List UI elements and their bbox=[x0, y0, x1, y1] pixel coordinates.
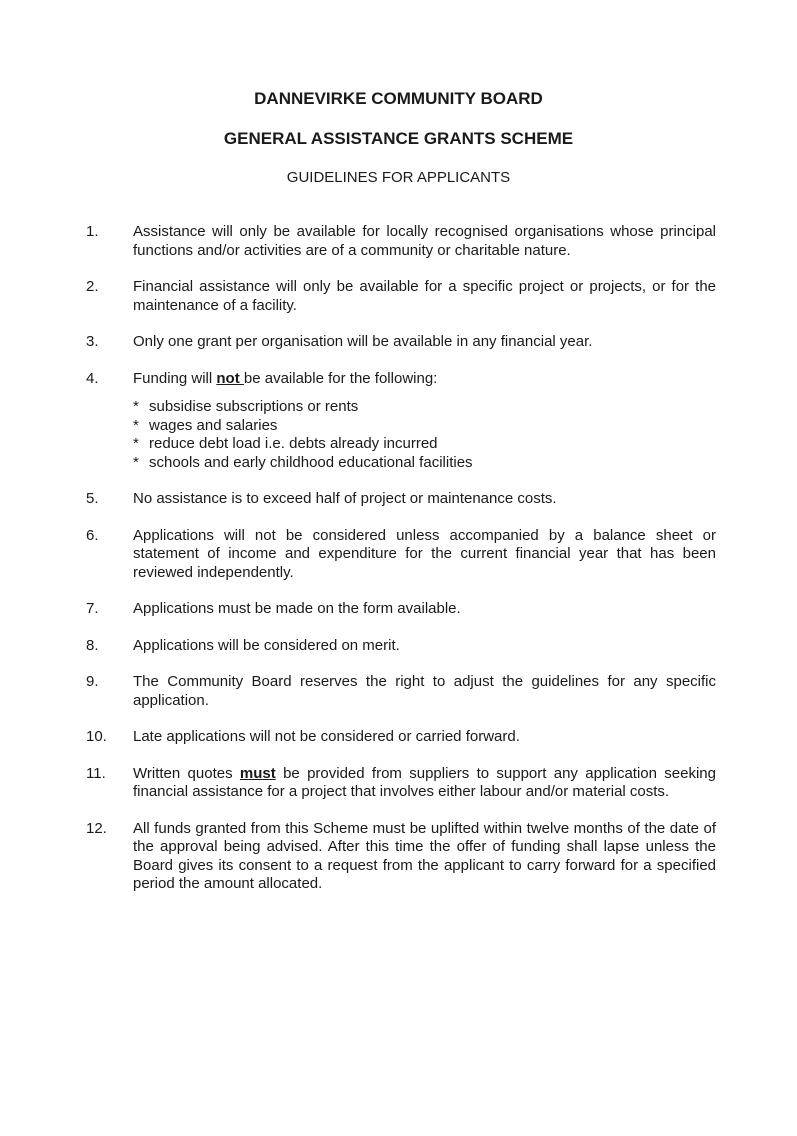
exclusion-text: wages and salaries bbox=[149, 416, 278, 434]
exclusion-item bbox=[133, 454, 716, 473]
exclusion-text: subsidise subscriptions or rents bbox=[149, 398, 359, 415]
guideline-text-pre: Written quotes bbox=[133, 764, 240, 782]
guideline-text: The Community Board reserves the right to adjust the guidelines for any specific application. bbox=[133, 673, 716, 709]
guidelines-list bbox=[86, 223, 716, 912]
guideline-item-11 bbox=[86, 765, 716, 802]
guideline-item-5 bbox=[86, 490, 716, 509]
exclusions-list bbox=[133, 398, 716, 472]
guideline-item-6 bbox=[86, 527, 716, 583]
guideline-number: 9. bbox=[86, 673, 99, 690]
guideline-text: Applications will not be considered unless accompanied by a balance sheet or statement of income and expenditure for the current financial year that has been reviewed independently. bbox=[133, 526, 716, 581]
guideline-number: 7. bbox=[86, 600, 99, 617]
guideline-item-10 bbox=[86, 728, 716, 747]
guideline-number: 10. bbox=[86, 728, 107, 745]
guideline-item-8 bbox=[86, 637, 716, 656]
document-title: DANNEVIRKE COMMUNITY BOARD bbox=[254, 89, 543, 108]
exclusion-text: reduce debt load i.e. debts already incurred bbox=[149, 435, 438, 452]
guideline-text: Only one grant per organisation will be available in any financial year. bbox=[133, 333, 593, 350]
guideline-item-4 bbox=[86, 370, 716, 473]
exclusion-item bbox=[133, 398, 716, 417]
asterisk-bullet: * bbox=[133, 416, 139, 434]
guideline-item-12 bbox=[86, 820, 716, 894]
guideline-text: Applications will be considered on merit. bbox=[133, 636, 400, 654]
guideline-text: Applications must be made on the form available. bbox=[133, 600, 461, 617]
guideline-body bbox=[133, 370, 716, 473]
asterisk-bullet: * bbox=[133, 398, 139, 415]
asterisk-bullet: * bbox=[133, 453, 139, 471]
guideline-item-2 bbox=[86, 278, 716, 315]
guideline-emphasis: not bbox=[216, 369, 244, 387]
guideline-text: All funds granted from this Scheme must be uplifted within twelve months of the date of the approval being advised. After this time the offer of funding shall lapse unless the Board gives its consent to a request from the applicant to carry forward for a specified period the amount allocated. bbox=[133, 819, 716, 892]
guideline-number: 6. bbox=[86, 526, 99, 544]
guideline-text: Assistance will only be available for locally recognised organisations whose principal functions and/or activities are of a community or charitable nature. bbox=[133, 223, 716, 259]
guideline-item-1 bbox=[86, 223, 716, 260]
guideline-number: 2. bbox=[86, 278, 99, 295]
guideline-number: 12. bbox=[86, 819, 107, 837]
document-subtitle-guidelines: GUIDELINES FOR APPLICANTS bbox=[286, 169, 511, 186]
guideline-number: 8. bbox=[86, 636, 99, 654]
exclusion-item bbox=[133, 417, 716, 436]
guideline-text-pre: Funding will bbox=[133, 369, 217, 387]
guideline-number: 4. bbox=[86, 369, 99, 387]
exclusion-text: schools and early childhood educational facilities bbox=[149, 453, 473, 471]
guideline-number: 5. bbox=[86, 490, 99, 507]
exclusion-item bbox=[133, 435, 716, 454]
guideline-item-9 bbox=[86, 673, 716, 710]
guideline-number: 3. bbox=[86, 333, 99, 350]
guideline-item-3 bbox=[86, 333, 716, 352]
guideline-item-7 bbox=[86, 600, 716, 619]
guideline-number: 11. bbox=[86, 764, 106, 782]
asterisk-bullet: * bbox=[133, 435, 139, 452]
guideline-text: Financial assistance will only be available for a specific project or projects, or for the maintenance of a facility. bbox=[133, 278, 716, 314]
guideline-text-post: be provided from suppliers to support any application seeking financial assistance for a project that involves either labour and/or material costs. bbox=[133, 764, 716, 800]
guideline-text: Late applications will not be considered or carried forward. bbox=[133, 728, 520, 745]
guideline-text: No assistance is to exceed half of project or maintenance costs. bbox=[133, 490, 557, 507]
guideline-emphasis: must bbox=[239, 764, 276, 782]
guideline-body bbox=[133, 765, 716, 802]
guideline-number: 1. bbox=[86, 223, 99, 240]
guideline-text-post: be available for the following: bbox=[243, 369, 438, 387]
document-subtitle-scheme: GENERAL ASSISTANCE GRANTS SCHEME bbox=[223, 129, 574, 148]
